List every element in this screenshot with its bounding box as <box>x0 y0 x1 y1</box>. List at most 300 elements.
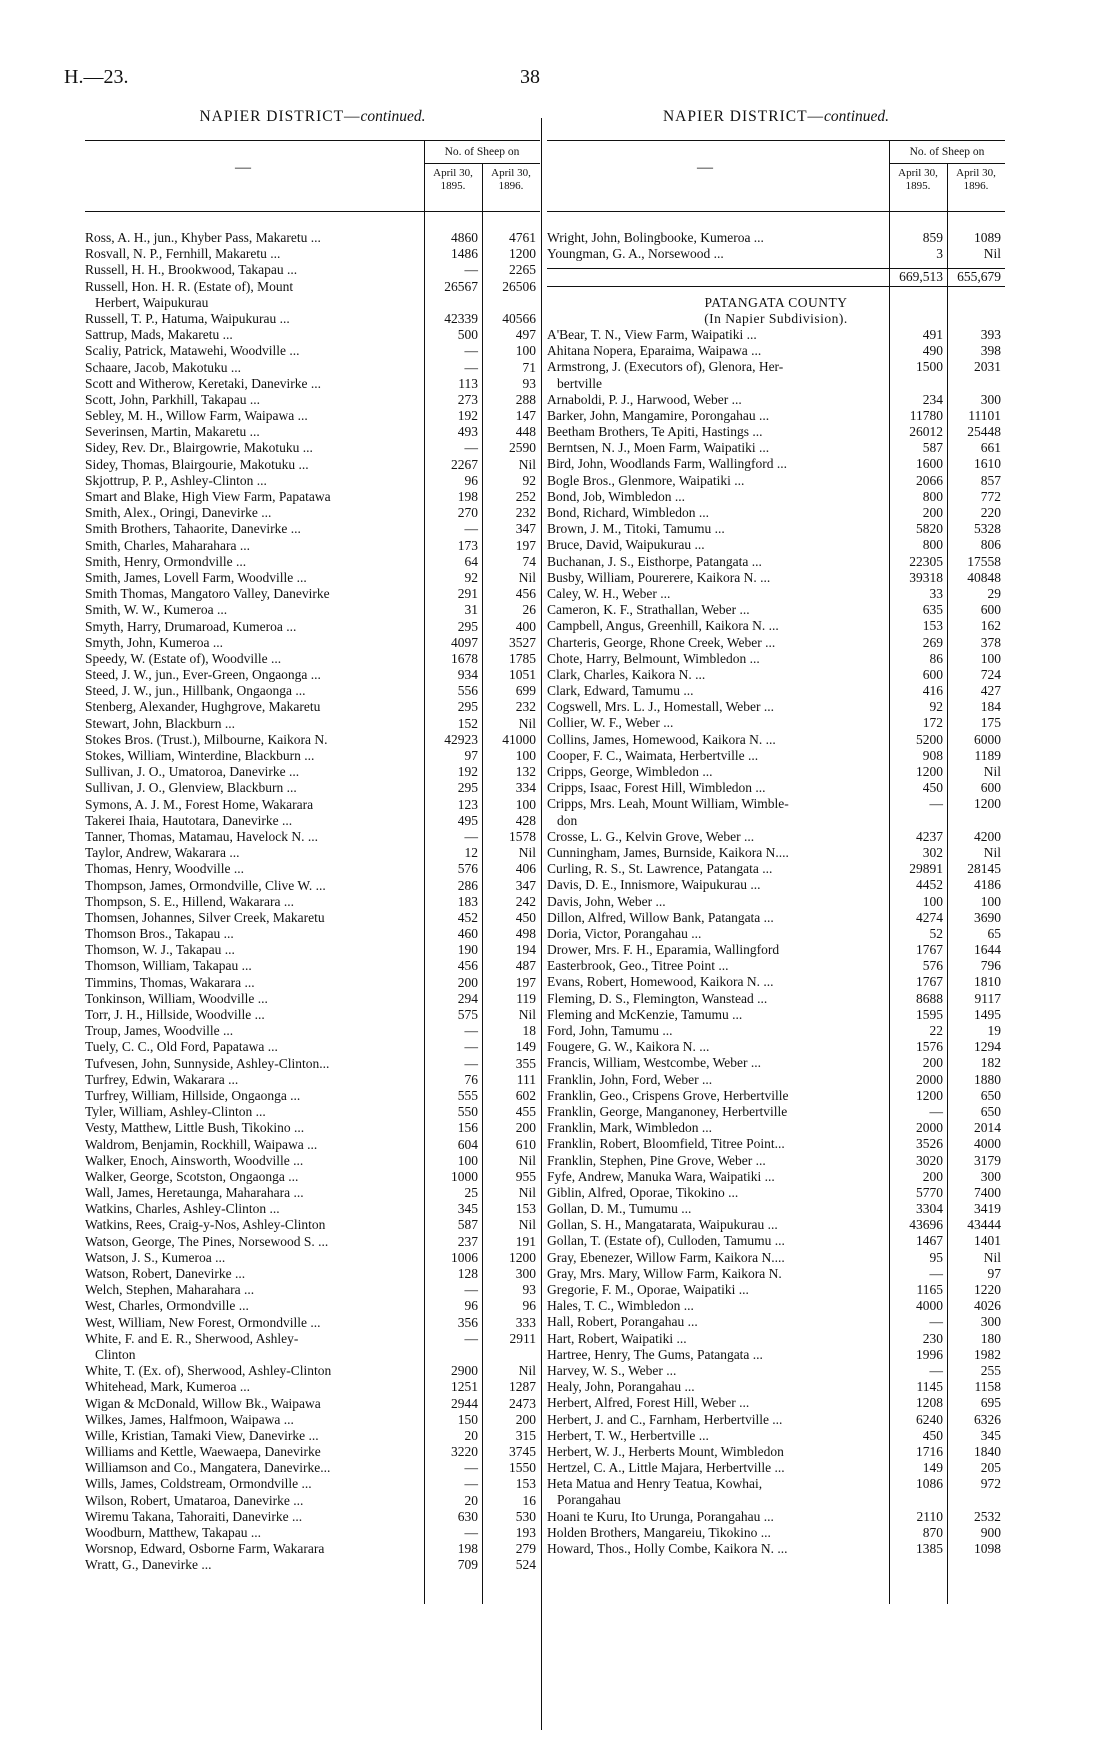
table-row <box>85 1185 540 1201</box>
table-header <box>547 140 1005 212</box>
sheep-1895-cell: 149 <box>922 1460 943 1476</box>
sheep-1895-cell: 295 <box>457 618 478 634</box>
sheep-1895-cell: 1576 <box>916 1039 943 1055</box>
sheep-1896-cell: 180 <box>980 1330 1001 1346</box>
owner-cell: Walker, George, Scotston, Ongaonga ... <box>85 1168 299 1184</box>
table-row <box>85 311 540 327</box>
sheep-1896-cell: 252 <box>515 489 536 504</box>
table-row <box>547 1363 1005 1379</box>
sheep-1896-cell: 41000 <box>502 731 536 747</box>
table-row <box>85 1104 540 1120</box>
sheep-1895-cell: 113 <box>458 375 478 391</box>
sheep-1895-cell: 22 <box>929 1023 943 1038</box>
owner-cell: Berntsen, N. J., Moen Farm, Waipatiki ... <box>547 440 770 456</box>
sheep-1896-cell: 184 <box>980 699 1001 715</box>
sheep-1896-cell: 194 <box>515 942 536 958</box>
sheep-1896-cell: 1810 <box>974 974 1001 990</box>
sheep-1895-cell: 491 <box>922 326 943 342</box>
table-row <box>547 1428 1005 1444</box>
table-row <box>85 910 540 926</box>
sheep-1896-cell: 279 <box>515 1541 536 1557</box>
owner-cell: Fleming and McKenzie, Tamumu ... <box>547 1006 743 1022</box>
table-row <box>547 586 1005 602</box>
sheep-1896-cell: 3745 <box>509 1444 536 1460</box>
owner-cell: Porangahau <box>557 1492 621 1508</box>
owner-cell: Smith Thomas, Mangatoro Valley, Danevirke <box>85 586 330 602</box>
sheep-1895-cell: 604 <box>457 1136 478 1152</box>
owner-cell: Hales, T. C., Wimbledon ... <box>547 1298 694 1314</box>
sheep-1896-cell <box>957 813 1015 829</box>
sheep-1895-cell: 190 <box>457 942 478 958</box>
table-row <box>547 699 1005 715</box>
sheep-1895-cell: 600 <box>922 666 943 682</box>
table-row <box>547 246 1005 262</box>
owner-cell: White, T. (Ex. of), Sherwood, Ashley-Clinton <box>85 1363 332 1379</box>
owner-cell: Russell, T. P., Hatuma, Waipukurau ... <box>85 310 290 326</box>
table-row <box>85 457 540 473</box>
table-row <box>85 1120 540 1136</box>
table-row <box>547 635 1005 651</box>
owner-cell: Collier, W. F., Weber ... <box>547 715 674 731</box>
owner-cell: Fyfe, Andrew, Manuka Wara, Waipatiki ... <box>547 1168 775 1184</box>
sheep-1896-cell: 175 <box>980 715 1001 731</box>
table-row <box>547 829 1005 845</box>
sheep-1895-cell: 555 <box>457 1087 478 1103</box>
owner-cell: Herbert, Alfred, Forest Hill, Weber ... <box>547 1395 750 1411</box>
sheep-1896-cell: 2031 <box>974 359 1001 375</box>
table-row <box>547 1331 1005 1347</box>
sheep-1895-cell: 5820 <box>916 521 943 537</box>
sheep-1895-cell: — <box>464 343 478 359</box>
table-row <box>547 1104 1005 1120</box>
sheep-1895-cell: 183 <box>457 893 478 909</box>
sheep-1895-cell: 4860 <box>451 230 478 245</box>
sheep-1895-cell: 2944 <box>451 1395 478 1411</box>
sheep-1895-cell: 26012 <box>909 424 943 440</box>
sheep-1896-cell <box>492 295 550 311</box>
sheep-1896-cell: 1158 <box>974 1379 1001 1395</box>
sheep-1895-cell: 92 <box>464 569 478 585</box>
sheep-1895-cell: 1200 <box>916 764 943 779</box>
sheep-1895-cell: 198 <box>457 1541 478 1557</box>
table-row <box>85 489 540 505</box>
sheep-1896-cell: 147 <box>515 408 536 424</box>
owner-cell: Sattrup, Mads, Makaretu ... <box>85 327 233 343</box>
sheep-1896-cell: 1098 <box>974 1541 1001 1556</box>
owner-cell: Thomsen, Johannes, Silver Creek, Makaretu <box>85 909 325 925</box>
sheep-1896-cell: 220 <box>980 505 1001 520</box>
sheep-1896-cell: 428 <box>515 812 536 828</box>
sheep-1896-cell: 100 <box>980 893 1001 909</box>
owner-cell: Brown, J. M., Titoki, Tamumu ... <box>547 521 725 537</box>
table-row <box>85 1039 540 1055</box>
table-row <box>547 1314 1005 1330</box>
sheep-1896-cell: 17558 <box>967 553 1001 569</box>
sheep-1895-cell: — <box>464 440 478 456</box>
sheep-1895-cell: 490 <box>922 343 943 359</box>
sheep-1896-cell: 355 <box>515 1055 536 1071</box>
owner-cell: Williams and Kettle, Waewaepa, Danevirke <box>85 1444 321 1460</box>
owner-cell: Speedy, W. (Estate of), Woodville ... <box>85 650 282 666</box>
sheep-1895-cell: 630 <box>457 1508 478 1524</box>
sheep-1895-cell: 576 <box>457 861 478 877</box>
sheep-1896-cell: 3690 <box>974 909 1001 925</box>
owner-cell: Russell, H. H., Brookwood, Takapau ... <box>85 262 298 278</box>
owner-cell: Herbert, Waipukurau <box>95 294 209 310</box>
sheep-1896-cell: 600 <box>980 602 1001 618</box>
owner-cell: Wigan & McDonald, Willow Bk., Waipawa <box>85 1395 321 1411</box>
owner-cell: Sidey, Rev. Dr., Blairgowrie, Makotuku ... <box>85 440 313 456</box>
table-row <box>547 570 1005 586</box>
owner-cell: Davis, John, Weber ... <box>547 893 666 909</box>
owner-cell: Cripps, George, Wimbledon ... <box>547 764 713 779</box>
sheep-1896-cell: 393 <box>980 326 1001 342</box>
col-1896-header: April 30, 1896. <box>491 167 531 192</box>
table-row <box>85 1541 540 1557</box>
table-row <box>547 667 1005 683</box>
owner-cell: Franklin, Stephen, Pine Grove, Weber ... <box>547 1152 766 1168</box>
sheep-1895-cell: 3020 <box>916 1152 943 1168</box>
sheep-1896-cell: 182 <box>980 1055 1001 1071</box>
sheep-1895-cell: 200 <box>922 505 943 520</box>
table-row <box>547 1153 1005 1169</box>
owner-cell: Busby, William, Pourerere, Kaikora N. ... <box>547 569 771 585</box>
sheep-1896-cell: 29 <box>987 585 1001 601</box>
sheep-1896-cell: 205 <box>980 1460 1001 1476</box>
sheep-1896-cell: 1294 <box>974 1039 1001 1055</box>
sheep-1896-cell: 288 <box>515 391 536 407</box>
table-row <box>85 440 540 456</box>
sheep-1896-cell: 191 <box>515 1233 536 1249</box>
owner-cell: Francis, William, Westcombe, Weber ... <box>547 1055 761 1071</box>
owner-cell: Cripps, Isaac, Forest Hill, Wimbledon ... <box>547 780 766 796</box>
sheep-1896-cell: 200 <box>515 1411 536 1427</box>
sheep-1896-cell: 100 <box>515 748 536 763</box>
sheep-1896-cell: 74 <box>522 553 536 569</box>
sheep-1895-cell: 5770 <box>916 1184 943 1200</box>
owner-cell: Herbert, J. and C., Farnham, Herbertville ... <box>547 1411 783 1427</box>
page-number: 38 <box>520 66 540 88</box>
sheep-1895-cell: 1006 <box>451 1249 478 1265</box>
owner-cell: Watson, Robert, Danevirke ... <box>85 1266 246 1281</box>
table-row <box>547 473 1005 489</box>
owner-cell: Walker, Enoch, Ainsworth, Woodville ... <box>85 1152 304 1168</box>
sheep-1895-cell: 1767 <box>916 974 943 990</box>
sheep-1895-cell: 1000 <box>451 1168 478 1184</box>
owner-cell: Russell, Hon. H. R. (Estate of), Mount <box>85 278 294 294</box>
sheep-group-header: No. of Sheep on <box>424 141 540 164</box>
sheep-1895-cell: 237 <box>457 1233 478 1249</box>
owner-cell: Franklin, Robert, Bloomfield, Titree Point... <box>547 1136 785 1152</box>
owner-cell: Thomson, William, Takapau ... <box>85 958 252 974</box>
owner-cell: Stewart, John, Blackburn ... <box>85 715 235 731</box>
table-row <box>85 699 540 715</box>
owner-cell: Howard, Thos., Holly Combe, Kaikora N. ... <box>547 1541 788 1556</box>
owner-cell: Gollan, D. M., Tumumu ... <box>547 1201 692 1217</box>
sheep-1895-cell: 76 <box>464 1071 478 1087</box>
table-row <box>547 942 1005 958</box>
sheep-1896-cell: 5328 <box>974 521 1001 537</box>
table-row <box>547 554 1005 570</box>
owner-cell: Arnaboldi, P. J., Harwood, Weber ... <box>547 391 742 407</box>
owner-cell: Thomas, Henry, Woodville ... <box>85 861 245 877</box>
table-row <box>85 554 540 570</box>
sheep-1895-cell: 153 <box>922 618 943 634</box>
table-row <box>85 1056 540 1072</box>
sheep-1896-cell: 1610 <box>974 456 1001 472</box>
sheep-1896-cell: 4761 <box>509 230 536 245</box>
table-row <box>85 878 540 894</box>
owner-cell: Sebley, M. H., Willow Farm, Waipawa ... <box>85 408 308 424</box>
table-row <box>547 1072 1005 1088</box>
sheep-1896-cell: 242 <box>515 893 536 909</box>
table-row <box>547 764 1005 780</box>
owner-cell: Thomson Bros., Takapau ... <box>85 926 234 942</box>
owner-cell: Easterbrook, Geo., Titree Point ... <box>547 958 729 974</box>
table-row <box>85 716 540 732</box>
table-row <box>547 974 1005 990</box>
owner-cell: Wilson, Robert, Umataroa, Danevirke ... <box>85 1492 304 1508</box>
owner-cell: Smith, Charles, Maharahara ... <box>85 537 250 553</box>
sheep-1895-cell: — <box>464 828 478 844</box>
sheep-1896-cell: 4186 <box>974 877 1001 893</box>
owner-cell: Gregorie, F. M., Oporae, Waipatiki ... <box>547 1282 749 1297</box>
blank-column-header: — <box>235 159 251 176</box>
sheep-1895-cell: 20 <box>464 1492 478 1508</box>
sheep-1896-cell: 661 <box>980 440 1001 456</box>
owner-cell: Watkins, Rees, Craig-y-Nos, Ashley-Clinton <box>85 1217 326 1233</box>
owner-cell: Schaare, Jacob, Makotuku ... <box>85 359 241 375</box>
table-row <box>547 1379 1005 1395</box>
table-row <box>547 1266 1005 1282</box>
owner-cell: Smith, James, Lovell Farm, Woodville ... <box>85 569 307 585</box>
owner-cell: Tufvesen, John, Sunnyside, Ashley-Clinton... <box>85 1055 330 1071</box>
sheep-1895-cell: 64 <box>464 553 478 569</box>
sheep-1896-cell: 4000 <box>974 1136 1001 1152</box>
sheep-1896-cell: 1495 <box>974 1006 1001 1022</box>
sheep-1896-cell: 255 <box>980 1362 1001 1378</box>
section-title: NAPIER DISTRICT—continued. <box>662 108 890 125</box>
owner-cell: Wright, John, Bolingbooke, Kumeroa ... <box>547 230 764 245</box>
table-row <box>547 1136 1005 1152</box>
sheep-1896-cell: 315 <box>515 1427 536 1443</box>
table-row <box>85 473 540 489</box>
sheep-1896-cell: 4026 <box>974 1298 1001 1314</box>
owner-cell: Franklin, Mark, Wimbledon ... <box>547 1120 712 1136</box>
table-row <box>85 1023 540 1039</box>
owner-cell: Watson, J. S., Kumeroa ... <box>85 1249 226 1265</box>
sheep-1896-cell: 2014 <box>974 1120 1001 1136</box>
sheep-1895-cell: 556 <box>457 683 478 699</box>
sheep-1896-cell: 806 <box>980 537 1001 553</box>
table-row <box>85 1493 540 1509</box>
sheep-1895-cell: 1145 <box>916 1379 943 1395</box>
sheep-1895-cell: 2267 <box>451 456 478 472</box>
owner-cell: Heta Matua and Henry Teatua, Kowhai, <box>547 1476 763 1492</box>
sheep-1895-cell: 26567 <box>444 278 478 294</box>
sheep-1896-cell: 1220 <box>974 1282 1001 1297</box>
sheep-1895-cell: 934 <box>457 667 478 683</box>
sheep-1895-cell: 3526 <box>916 1136 943 1152</box>
table-row <box>85 392 540 408</box>
table-row <box>547 1509 1005 1525</box>
sheep-1896-cell: Nil <box>983 1249 1001 1265</box>
sheep-1896-cell: 955 <box>515 1168 536 1184</box>
sheep-1896-cell: Nil <box>518 456 536 472</box>
sheep-1895-cell: 2000 <box>916 1071 943 1087</box>
sheep-1896-cell: 7400 <box>974 1184 1001 1200</box>
owner-cell: Thompson, S. E., Hillend, Wakarara ... <box>85 893 294 909</box>
sheep-1896-cell: 92 <box>522 472 536 488</box>
sheep-1895-cell: 709 <box>457 1557 478 1573</box>
owner-cell: Hertzel, C. A., Little Majara, Herbertville ... <box>547 1460 785 1476</box>
sheep-1896-cell: Nil <box>983 844 1001 860</box>
owner-cell: Fougere, G. W., Kaikora N. ... <box>547 1039 710 1055</box>
owner-cell: Scott, John, Parkhill, Takapau ... <box>85 391 261 407</box>
sheep-1895-cell: 587 <box>457 1217 478 1233</box>
sheep-1895-cell <box>434 1347 492 1363</box>
sheep-1895-cell: 1086 <box>916 1476 943 1492</box>
table-row <box>547 926 1005 942</box>
sheep-1896-cell: 100 <box>515 343 536 359</box>
sheep-1896-cell: 699 <box>515 683 536 699</box>
sheep-1896-cell: 448 <box>515 424 536 440</box>
sheep-1895-cell: 302 <box>922 844 943 860</box>
owner-cell: Armstrong, J. (Executors of), Glenora, Her- <box>547 359 784 375</box>
sheep-1896-cell: 655,679 <box>957 269 1001 285</box>
sheep-1895-cell: 52 <box>929 925 943 941</box>
table-row <box>85 732 540 748</box>
sheep-1896-cell: 16 <box>522 1492 536 1508</box>
sheep-1895-cell: 42923 <box>444 731 478 747</box>
sheep-1896-cell: 378 <box>980 634 1001 650</box>
sheep-1896-cell: Nil <box>518 715 536 731</box>
owner-cell: Watson, George, The Pines, Norsewood S. ... <box>85 1233 329 1249</box>
sheep-1896-cell: 197 <box>515 974 536 990</box>
table-row <box>85 343 540 359</box>
owner-cell: Ross, A. H., jun., Khyber Pass, Makaretu ... <box>85 230 321 245</box>
sheep-1895-cell: — <box>929 1362 943 1378</box>
table-row <box>547 1298 1005 1314</box>
sheep-1895-cell: 295 <box>457 699 478 715</box>
sheep-1895-cell: 11780 <box>909 407 943 423</box>
sheep-1896-cell: 100 <box>980 650 1001 666</box>
sheep-1896-cell: 497 <box>515 327 536 343</box>
owner-cell: Cameron, K. F., Strathallan, Weber ... <box>547 602 750 618</box>
table-row <box>547 440 1005 456</box>
sheep-1896-cell: 93 <box>522 1282 536 1298</box>
sheep-1895-cell: 1767 <box>916 942 943 958</box>
sheep-1895-cell: 29891 <box>909 861 943 877</box>
sheep-1896-cell: 4200 <box>974 828 1001 844</box>
owner-cell: Clark, Charles, Kaikora N. ... <box>547 666 706 682</box>
owner-cell: Welch, Stephen, Maharahara ... <box>85 1282 255 1298</box>
table-row <box>85 975 540 991</box>
sheep-1896-cell: Nil <box>983 246 1001 262</box>
owner-cell: Steed, J. W., jun., Ever-Green, Ongaonga ... <box>85 667 321 683</box>
owner-cell: Collins, James, Homewood, Kaikora N. ... <box>547 731 776 747</box>
sheep-1896-cell: 695 <box>980 1395 1001 1411</box>
sheep-1896-cell: 1051 <box>509 667 536 683</box>
owner-cell: Buchanan, J. S., Eisthorpe, Patangata ... <box>547 553 762 569</box>
owner-cell: Waldrom, Benjamin, Rockhill, Waipawa ... <box>85 1136 318 1152</box>
owner-cell: Beetham Brothers, Te Apiti, Hastings ... <box>547 424 763 440</box>
right-table <box>547 108 1005 1557</box>
sheep-1895-cell: — <box>929 796 943 812</box>
sheep-1895-cell: 452 <box>457 909 478 925</box>
sheep-1896-cell: 900 <box>980 1524 1001 1540</box>
sheep-1895-cell: 39318 <box>909 569 943 585</box>
owner-cell: Franklin, Geo., Crispens Grove, Herbertville <box>547 1087 789 1103</box>
sheep-1896-cell: 530 <box>515 1508 536 1524</box>
sheep-1895-cell: 550 <box>457 1104 478 1120</box>
sheep-1895-cell: 2066 <box>916 472 943 488</box>
sheep-1896-cell: 149 <box>515 1039 536 1055</box>
sheep-1896-cell: 97 <box>987 1265 1001 1281</box>
table-row <box>85 1557 540 1573</box>
owner-cell: Herbert, W. J., Herberts Mount, Wimbledon <box>547 1443 784 1459</box>
sheep-1896-cell: 25448 <box>967 424 1001 440</box>
sheep-1895-cell: 493 <box>457 424 478 440</box>
sheep-1896-cell: 153 <box>515 1476 536 1492</box>
sheep-1896-cell: 2473 <box>509 1395 536 1411</box>
sheep-1896-cell: Nil <box>518 569 536 585</box>
table-row <box>85 1201 540 1217</box>
owner-cell: Harvey, W. S., Weber ... <box>547 1362 677 1378</box>
owner-cell: Timmins, Thomas, Wakarara ... <box>85 974 255 990</box>
sheep-1896-cell: 300 <box>980 391 1001 407</box>
owner-cell: Healy, John, Porangahau ... <box>547 1379 695 1395</box>
sheep-1896-cell: 650 <box>980 1103 1001 1119</box>
sheep-1895-cell: 1716 <box>916 1443 943 1459</box>
sheep-1895-cell: 234 <box>922 391 943 407</box>
table-row <box>547 408 1005 424</box>
table-row <box>547 1185 1005 1201</box>
owner-cell: Sidey, Thomas, Blairgourie, Makotuku ... <box>85 456 309 472</box>
sheep-1895-cell: 152 <box>457 715 478 731</box>
sheep-1895-cell: 294 <box>457 990 478 1006</box>
table-row <box>547 877 1005 893</box>
owner-cell: Steed, J. W., jun., Hillbank, Ongaonga ... <box>85 683 306 699</box>
owner-cell: Sullivan, J. O., Glenview, Blackburn ... <box>85 780 297 796</box>
table-row <box>547 1039 1005 1055</box>
sheep-1895-cell: 2110 <box>916 1508 943 1524</box>
table-row <box>85 1444 540 1460</box>
owner-cell: Youngman, G. A., Norsewood ... <box>547 246 724 262</box>
sheep-1895-cell: 198 <box>457 489 478 504</box>
sheep-1896-cell: 724 <box>980 666 1001 682</box>
sheep-1896-cell: 162 <box>980 618 1001 634</box>
sheep-1896-cell: 40566 <box>502 310 536 326</box>
owner-cell: Smyth, John, Kumeroa ... <box>85 634 223 650</box>
table-row <box>547 732 1005 748</box>
table-row <box>85 1315 540 1331</box>
table-row <box>85 1460 540 1476</box>
sheep-1896-cell: 100 <box>515 796 536 812</box>
table-row <box>85 538 540 554</box>
sheep-1896-cell: 1550 <box>509 1460 536 1476</box>
table-row <box>547 1541 1005 1557</box>
sheep-1895-cell: 128 <box>457 1266 478 1281</box>
table-row <box>85 748 540 764</box>
table-row <box>85 424 540 440</box>
sheep-1895-cell: 295 <box>457 780 478 796</box>
table-row <box>85 1088 540 1104</box>
owner-cell: Ford, John, Tamumu ... <box>547 1023 673 1038</box>
table-row <box>547 683 1005 699</box>
col-1895-header: April 30, 1895. <box>898 167 938 192</box>
sheep-1896-cell: Nil <box>518 1363 536 1379</box>
